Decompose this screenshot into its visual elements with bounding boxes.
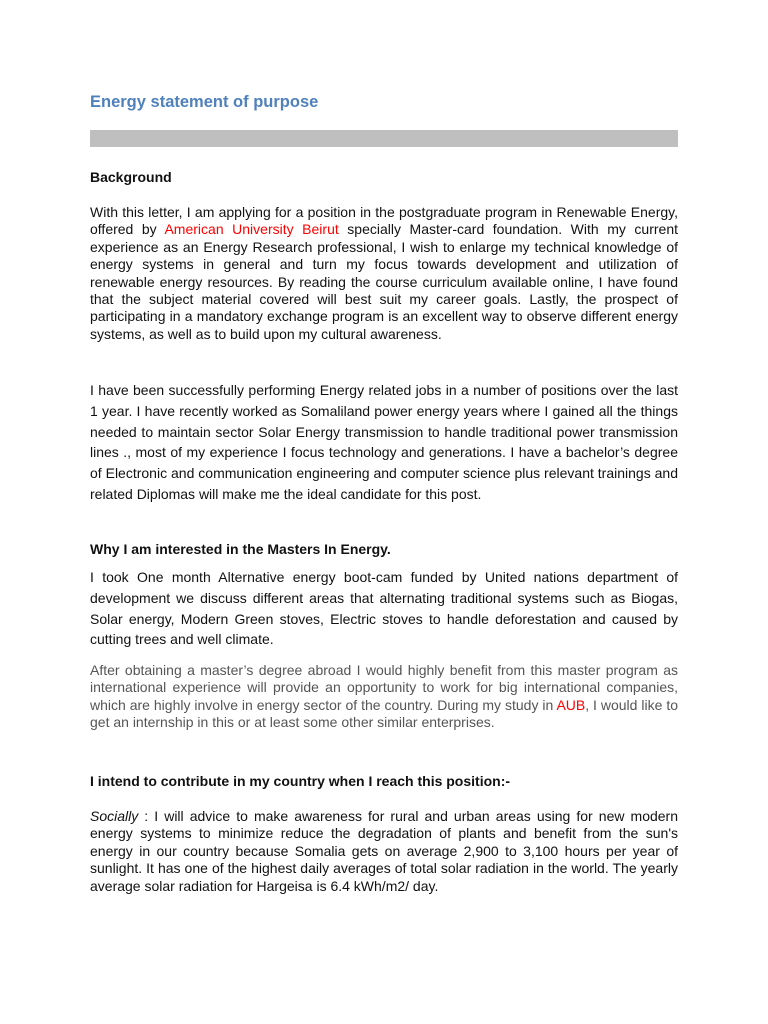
title-divider-bar xyxy=(90,130,678,147)
text-run: , I would like to get an internship in this or at least some other similar enterprises. xyxy=(90,696,678,731)
aub-link: AUB xyxy=(556,696,586,713)
why-paragraph-1: I took One month Alternative energy boot-cam funded by United nations department of development we discuss different areas that alternating traditional systems such as Biogas, Solar energy, Modern Green stoves, Electric stoves to handle deforestation and caused by cutting trees and well climate. xyxy=(90,569,678,648)
document-title: Energy statement of purpose xyxy=(90,93,319,111)
why-paragraph-2 xyxy=(90,662,678,732)
background-paragraph-2: I have been successfully performing Energy related jobs in a number of positions over the last 1 year. I have recently worked as Somaliland power energy years where I gained all the things needed to maintain sector Solar Energy transmission to handle traditional power transmission lines ., most of my experience I focus technology and generations. I have a bachelor’s degree of Electronic and communication engineering and computer science plus relevant trainings and related Diplomas will make me the ideal candidate for this post. xyxy=(90,382,678,502)
university-name-link: American University Beirut xyxy=(164,221,339,238)
text-run: : I will advice to make awareness for rural and urban areas using for new modern energy systems to minimize reduce the degradation of plants and benefit from the sun's energy in our country because Somalia gets on average 2,900 to 3,100 hours per year of sunlight. It has one of the highest daily averages of total solar radiation in the world. The yearly average solar radiation for Hargeisa is 6.4 kWh/m2/ day. xyxy=(90,808,678,894)
text-run: With this letter, I am applying for a position in the postgraduate program in Renewable Energy, offered by xyxy=(90,204,678,238)
text-run: specially Master-card foundation. With my current experience as an Energy Research professional, I wish to enlarge my technical knowledge of energy systems in general and turn my focus towards development and utilization of renewable energy resources. By reading the course curriculum available online, I have found that the subject material covered will best suit my career goals. Lastly, the prospect of participating in a mandatory exchange program is an excellent way to observe different energy systems, as well as to build upon my cultural awareness. xyxy=(90,221,678,342)
text-run: After obtaining a master’s degree abroad I would highly benefit from this master program as international experience will provide an opportunity to work for big international companies, which are highly involve in energy sector of the country. During my study in xyxy=(90,662,678,713)
background-heading: Background xyxy=(90,169,172,185)
background-paragraph-1 xyxy=(90,204,678,343)
contribute-heading: I intend to contribute in my country when I reach this position:- xyxy=(90,773,511,789)
contribute-paragraph-1 xyxy=(90,808,678,895)
socially-label: Socially xyxy=(90,808,139,824)
why-heading: Why I am interested in the Masters In Energy. xyxy=(90,541,391,557)
